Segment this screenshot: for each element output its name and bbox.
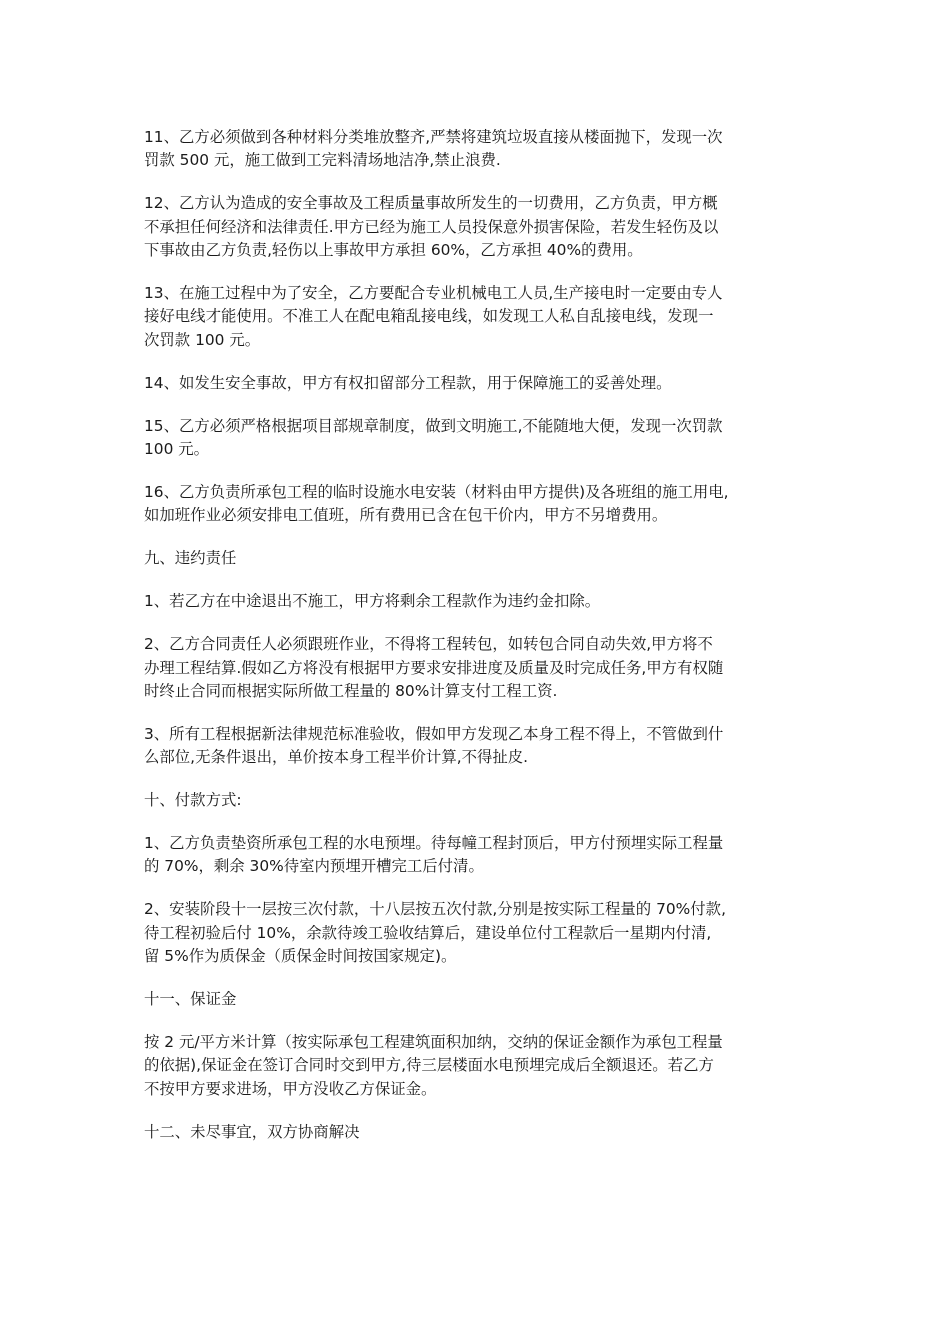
- payment-clause-1-line-1: 1、乙方负责垫资所承包工程的水电预埋。待每幢工程封顶后，甲方付预埋实际工程量: [144, 834, 724, 853]
- payment-clause-2-line-3: 留 5%作为质保金（质保金时间按国家规定)。: [144, 947, 457, 966]
- breach-clause-2: [144, 633, 814, 703]
- deposit-clause-line-2: 的依据),保证金在签订合同时交到甲方,待三层楼面水电预埋完成后全额退还。若乙方: [144, 1056, 714, 1075]
- clause-14: [144, 372, 814, 395]
- clause-13-line-2: 接好电线才能使用。不准工人在配电箱乱接电线，如发现工人私自乱接电线，发现一: [144, 307, 714, 326]
- breach-clause-3: [144, 723, 814, 770]
- breach-clause-3-line-2: 么部位,无条件退出，单价按本身工程半价计算,不得扯皮.: [144, 748, 529, 767]
- breach-clause-2-line-3: 时终止合同而根据实际所做工程量的 80%计算支付工程工资.: [144, 681, 558, 700]
- section-heading-payment-text: 十、付款方式:: [144, 791, 242, 810]
- payment-clause-2-line-2: 待工程初验后付 10%，余款待竣工验收结算后，建设单位付工程款后一星期内付清,: [144, 923, 712, 942]
- clause-16: [144, 481, 814, 528]
- clause-12: [144, 192, 814, 262]
- payment-clause-2-line-1: 2、安装阶段十一层按三次付款，十八层按五次付款,分别是按实际工程量的 70%付款,: [144, 900, 726, 919]
- section-heading-breach: [144, 547, 814, 570]
- section-heading-breach-text: 九、违约责任: [144, 549, 237, 568]
- clause-15-line-2: 100 元。: [144, 440, 210, 459]
- breach-clause-2-line-1: 2、乙方合同责任人必须跟班作业，不得将工程转包，如转包合同自动失效,甲方将不: [144, 635, 713, 654]
- breach-clause-1-line-1: 1、若乙方在中途退出不施工，甲方将剩余工程款作为违约金扣除。: [144, 592, 601, 611]
- clause-11-line-2: 罚款 500 元，施工做到工完料清场地洁净,禁止浪费.: [144, 151, 501, 170]
- clause-16-line-1: 16、乙方负责所承包工程的临时设施水电安装（材料由甲方提供)及各班组的施工用电,: [144, 482, 729, 501]
- breach-clause-3-line-1: 3、所有工程根据新法律规范标准验收，假如甲方发现乙本身工程不得上，不管做到什: [144, 724, 724, 743]
- deposit-clause: [144, 1031, 814, 1101]
- deposit-clause-line-3: 不按甲方要求进场，甲方没收乙方保证金。: [144, 1079, 437, 1098]
- clause-12-line-3: 下事故由乙方负责,轻伤以上事故甲方承担 60%，乙方承担 40%的费用。: [144, 241, 643, 260]
- document-page: [144, 126, 814, 1164]
- clause-13-line-3: 次罚款 100 元。: [144, 330, 261, 349]
- clause-16-line-2: 如加班作业必须安排电工值班，所有费用已含在包干价内，甲方不另增费用。: [144, 506, 668, 525]
- clause-13-line-1: 13、在施工过程中为了安全，乙方要配合专业机械电工人员,生产接电时一定要由专人: [144, 284, 723, 303]
- section-heading-other-matters: [144, 1121, 814, 1144]
- clause-13: [144, 282, 814, 352]
- clause-11-line-1: 11、乙方必须做到各种材料分类堆放整齐,严禁将建筑垃圾直接从楼面抛下，发现一次: [144, 128, 723, 146]
- clause-12-line-2: 不承担任何经济和法律责任.甲方已经为施工人员投保意外损害保险，若发生轻伤及以: [144, 217, 719, 236]
- clause-11: [144, 126, 814, 173]
- clause-15-line-1: 15、乙方必须严格根据项目部规章制度，做到文明施工,不能随地大便，发现一次罚款: [144, 416, 723, 435]
- section-heading-payment: [144, 789, 814, 812]
- deposit-clause-line-1: 按 2 元/平方米计算（按实际承包工程建筑面积加纳，交纳的保证金额作为承包工程量: [144, 1032, 723, 1051]
- clause-15: [144, 415, 814, 462]
- clause-14-line-1: 14、如发生安全事故，甲方有权扣留部分工程款，用于保障施工的妥善处理。: [144, 373, 672, 392]
- payment-clause-1: [144, 832, 814, 879]
- section-heading-deposit: [144, 988, 814, 1011]
- breach-clause-2-line-2: 办理工程结算.假如乙方将没有根据甲方要求安排进度及质量及时完成任务,甲方有权随: [144, 658, 724, 677]
- section-heading-deposit-text: 十一、保证金: [144, 990, 237, 1009]
- section-heading-other-matters-text: 十二、未尽事宜，双方协商解决: [144, 1122, 360, 1141]
- clause-12-line-1: 12、乙方认为造成的安全事故及工程质量事故所发生的一切费用，乙方负责，甲方概: [144, 194, 718, 213]
- breach-clause-1: [144, 590, 814, 613]
- payment-clause-2: [144, 898, 814, 968]
- payment-clause-1-line-2: 的 70%，剩余 30%待室内预埋开槽完工后付清。: [144, 857, 484, 876]
